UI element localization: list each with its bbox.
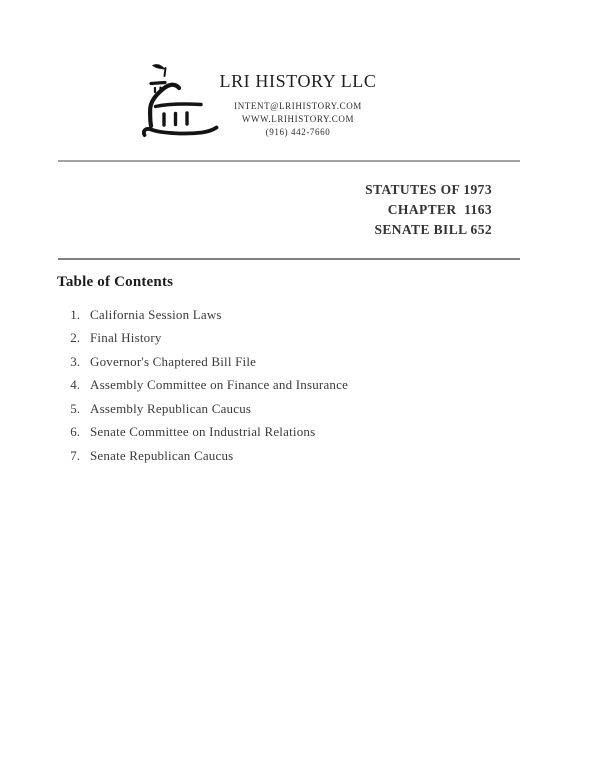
toc-item-label: Senate Committee on Industrial Relations: [90, 424, 316, 440]
chapter-line: CHAPTER 1163: [387, 202, 492, 217]
toc-item: [0, 350, 600, 374]
toc-item: [0, 444, 600, 468]
toc-item: [0, 397, 600, 421]
toc-item-label: Assembly Republican Caucus: [90, 400, 252, 416]
email-text: INTENT@LRIHISTORY.COM: [234, 101, 362, 111]
statutes-line: STATUTES OF 1973: [365, 182, 492, 197]
divider-top: [58, 160, 520, 162]
toc-title: Table of Contents: [57, 274, 174, 290]
toc-item-number: 7.: [70, 447, 80, 463]
toc-item-label: Assembly Committee on Finance and Insurance: [90, 377, 349, 393]
toc-item-number: 6.: [70, 424, 80, 440]
toc-item: [0, 303, 600, 327]
toc-item-label: California Session Laws: [90, 306, 222, 322]
toc-list: [0, 303, 600, 468]
toc-item: [0, 421, 600, 445]
cupola-roof-stroke: [151, 83, 165, 84]
toc-item-number: 4.: [70, 377, 80, 393]
toc-item-number: 1.: [70, 306, 80, 322]
company-name: LRI HISTORY LLC: [219, 71, 377, 91]
toc-item: [0, 327, 600, 351]
toc-item-label: Governor's Chaptered Bill File: [90, 353, 257, 369]
senate-bill-line: SENATE BILL 652: [374, 222, 492, 237]
toc-item-number: 2.: [70, 330, 80, 346]
toc-item-label: Final History: [90, 330, 162, 346]
toc-item: [0, 374, 600, 398]
flag-pole-stroke: [165, 68, 166, 76]
phone-text: (916) 442-7660: [265, 127, 331, 137]
divider-bottom: [58, 258, 520, 260]
letterhead: [188, 71, 408, 139]
website-text: WWW.LRIHISTORY.COM: [241, 114, 355, 124]
bill-reference-block: [365, 180, 492, 240]
toc-item-label: Senate Republican Caucus: [90, 447, 234, 463]
toc-item-number: 5.: [70, 400, 80, 416]
toc-item-number: 3.: [70, 353, 80, 369]
flag-shape: [152, 64, 165, 69]
